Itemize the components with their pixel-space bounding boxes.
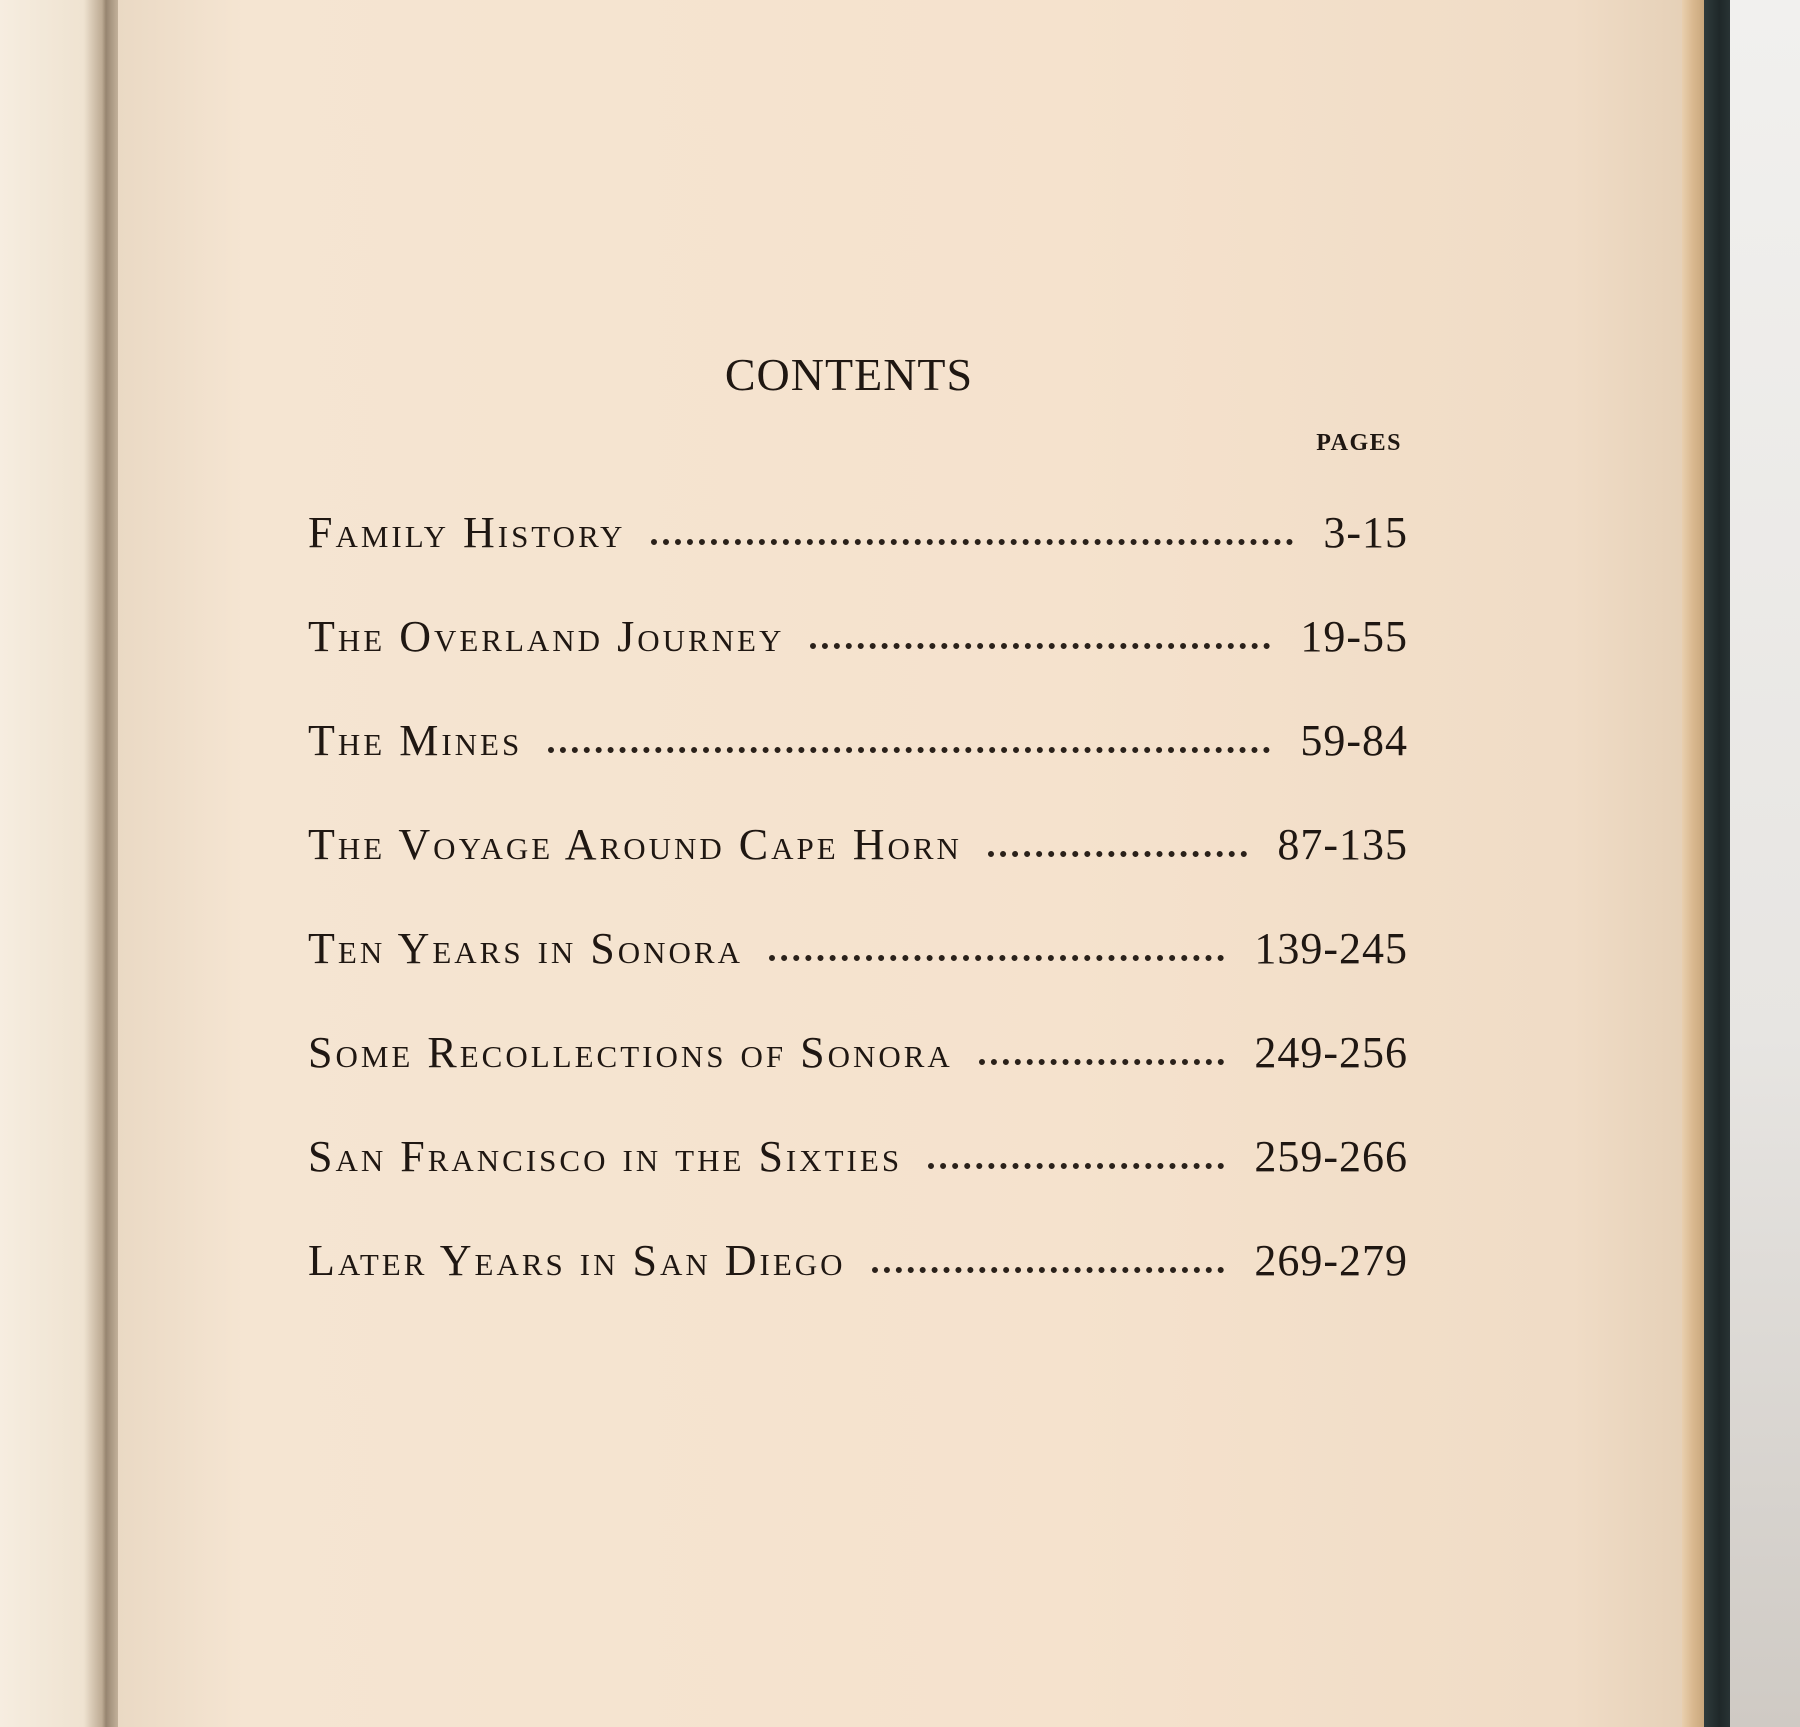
toc-entry xyxy=(308,1104,1408,1208)
toc-entry xyxy=(308,480,1408,584)
toc-entry-title: Later Years in San Diego xyxy=(308,1235,846,1285)
toc-entry-title: Some Recollections of Sonora xyxy=(308,1027,953,1077)
toc-entry-pages: 19-55 xyxy=(1300,611,1408,661)
toc-entry-title: The Overland Journey xyxy=(308,611,785,661)
backdrop xyxy=(1730,0,1800,1727)
book-cover xyxy=(1704,0,1730,1727)
toc-entry xyxy=(308,584,1408,688)
toc-entry-pages: 259-266 xyxy=(1254,1131,1408,1181)
dot-leader xyxy=(872,1267,1225,1273)
toc-entry-pages: 59-84 xyxy=(1300,715,1408,765)
dot-leader xyxy=(810,643,1270,649)
contents-page xyxy=(118,0,1698,1727)
toc-entry-title: San Francisco in the Sixties xyxy=(308,1131,903,1181)
toc-entry-pages: 249-256 xyxy=(1254,1027,1408,1077)
toc-entry-pages: 269-279 xyxy=(1254,1235,1408,1285)
dot-leader xyxy=(548,747,1270,753)
pages-column-header: PAGES xyxy=(1316,430,1402,456)
dot-leader xyxy=(651,539,1293,545)
toc-entry xyxy=(308,792,1408,896)
toc-entry xyxy=(308,1000,1408,1104)
dot-leader xyxy=(928,1163,1224,1169)
toc-entry xyxy=(308,688,1408,792)
page-title: CONTENTS xyxy=(724,349,974,400)
toc-entry-title: Family History xyxy=(308,507,626,557)
table-of-contents xyxy=(308,480,1408,1312)
toc-entry-pages: 3-15 xyxy=(1323,507,1408,557)
dot-leader xyxy=(769,955,1224,961)
toc-entry-title: The Voyage Around Cape Horn xyxy=(308,819,962,869)
toc-entry-pages: 87-135 xyxy=(1277,819,1408,869)
dot-leader xyxy=(979,1059,1225,1065)
toc-entry-title: Ten Years in Sonora xyxy=(308,923,743,973)
toc-entry xyxy=(308,896,1408,1000)
toc-entry xyxy=(308,1208,1408,1312)
dot-leader xyxy=(988,851,1247,857)
toc-entry-pages: 139-245 xyxy=(1254,923,1408,973)
page-edge xyxy=(1682,0,1704,1727)
toc-entry-title: The Mines xyxy=(308,715,523,765)
